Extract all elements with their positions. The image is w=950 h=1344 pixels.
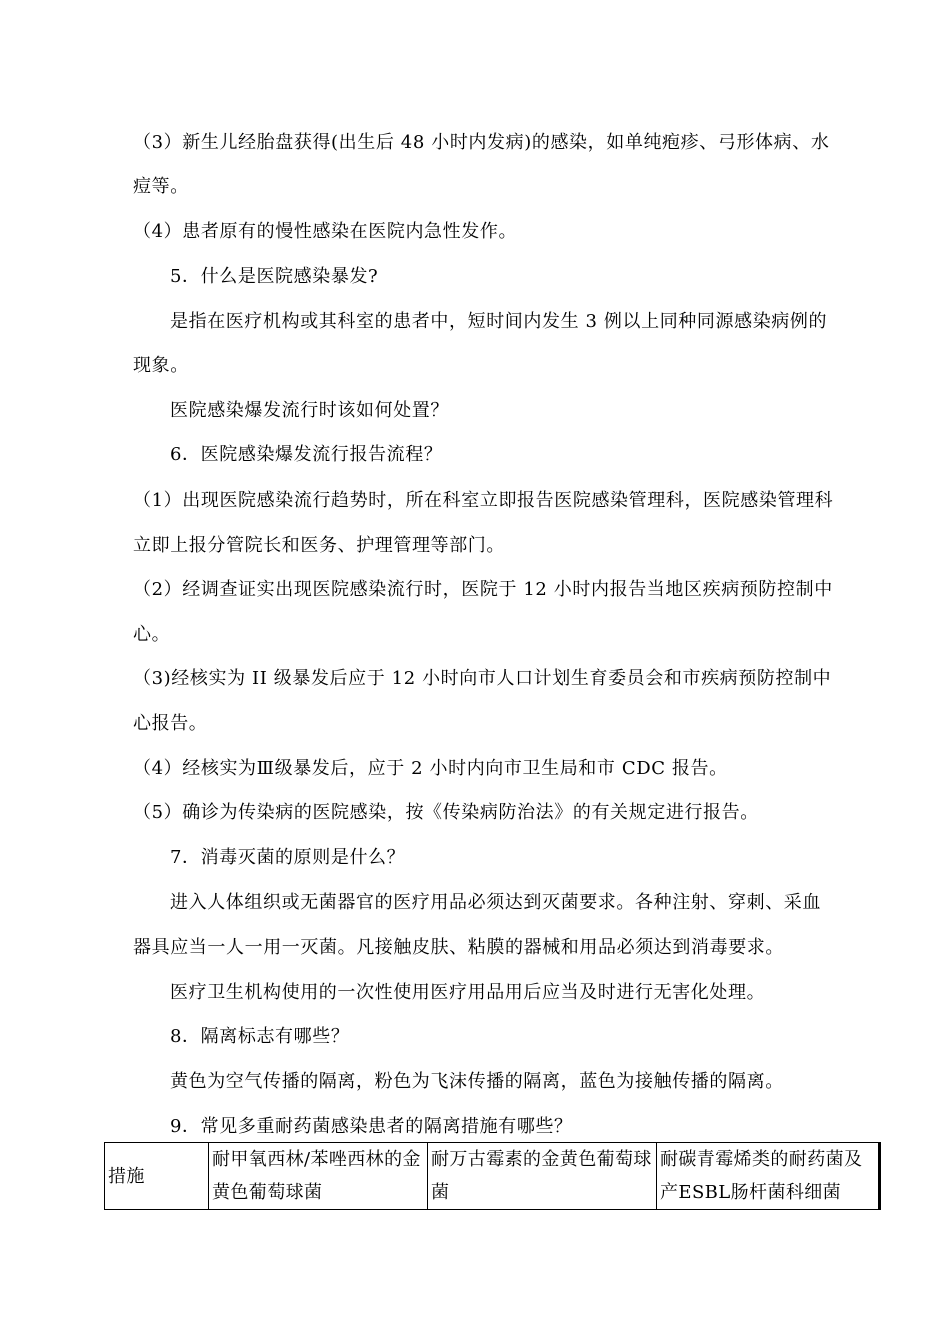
paragraph-line: （4）患者原有的慢性感染在医院内急性发作。 <box>133 221 518 242</box>
paragraph-line: （2）经调查证实出现医院感染流行时，医院于 12 小时内报告当地区疾病预防控制中 <box>133 579 833 600</box>
paragraph-line: 黄色为空气传播的隔离，粉色为飞沫传播的隔离，蓝色为接触传播的隔离。 <box>170 1071 784 1092</box>
paragraph-line: 是指在医疗机构或其科室的患者中，短时间内发生 3 例以上同种同源感染病例的 <box>170 311 828 332</box>
isolation-measures-table <box>104 1142 881 1210</box>
section-heading: 7．消毒灭菌的原则是什么？ <box>170 847 406 868</box>
section-heading: 5．什么是医院感染暴发? <box>170 266 379 287</box>
paragraph-line: 器具应当一人一用一灭菌。凡接触皮肤、粘膜的器械和用品必须达到消毒要求。 <box>133 937 784 958</box>
table-header-cell: 耐万古霉素的金黄色葡萄球菌 <box>428 1143 657 1210</box>
table-header-cell: 耐碳青霉烯类的耐药菌及产ESBL肠杆菌科细菌 <box>657 1143 880 1210</box>
paragraph-line: 进入人体组织或无菌器官的医疗用品必须达到灭菌要求。各种注射、穿刺、采血 <box>170 892 821 913</box>
table-header-cell: 措施 <box>105 1143 209 1210</box>
paragraph-line: 心。 <box>133 624 171 645</box>
paragraph-line: （1）出现医院感染流行趋势时，所在科室立即报告医院感染管理科，医院感染管理科 <box>133 490 834 511</box>
paragraph-line: 现象。 <box>133 355 189 376</box>
table-header-row <box>105 1143 880 1210</box>
section-heading: 6．医院感染爆发流行报告流程？ <box>170 444 443 465</box>
paragraph-line: （3)经核实为 II 级暴发后应于 12 小时向市人口计划生育委员会和市疾病预防控制中 <box>133 668 832 689</box>
paragraph-line: 痘等。 <box>133 176 189 197</box>
paragraph-line: （3）新生儿经胎盘获得(出生后 48 小时内发病)的感染，如单纯疱疹、弓形体病、水 <box>133 132 830 153</box>
paragraph-line: （5）确诊为传染病的医院感染，按《传染病防治法》的有关规定进行报告。 <box>133 802 759 823</box>
paragraph-line: 医院感染爆发流行时该如何处置？ <box>170 400 449 421</box>
paragraph-line: 心报告。 <box>133 713 208 734</box>
section-heading: 9．常见多重耐药菌感染患者的隔离措施有哪些？ <box>170 1116 573 1137</box>
table-header-cell: 耐甲氧西林/苯唑西林的金黄色葡萄球菌 <box>209 1143 428 1210</box>
paragraph-line: 立即上报分管院长和医务、护理管理等部门。 <box>133 535 505 556</box>
section-heading: 8．隔离标志有哪些？ <box>170 1026 350 1047</box>
paragraph-line: （4）经核实为Ⅲ级暴发后，应于 2 小时内向市卫生局和市 CDC 报告。 <box>133 758 728 779</box>
paragraph-line: 医疗卫生机构使用的一次性使用医疗用品用后应当及时进行无害化处理。 <box>170 982 766 1003</box>
